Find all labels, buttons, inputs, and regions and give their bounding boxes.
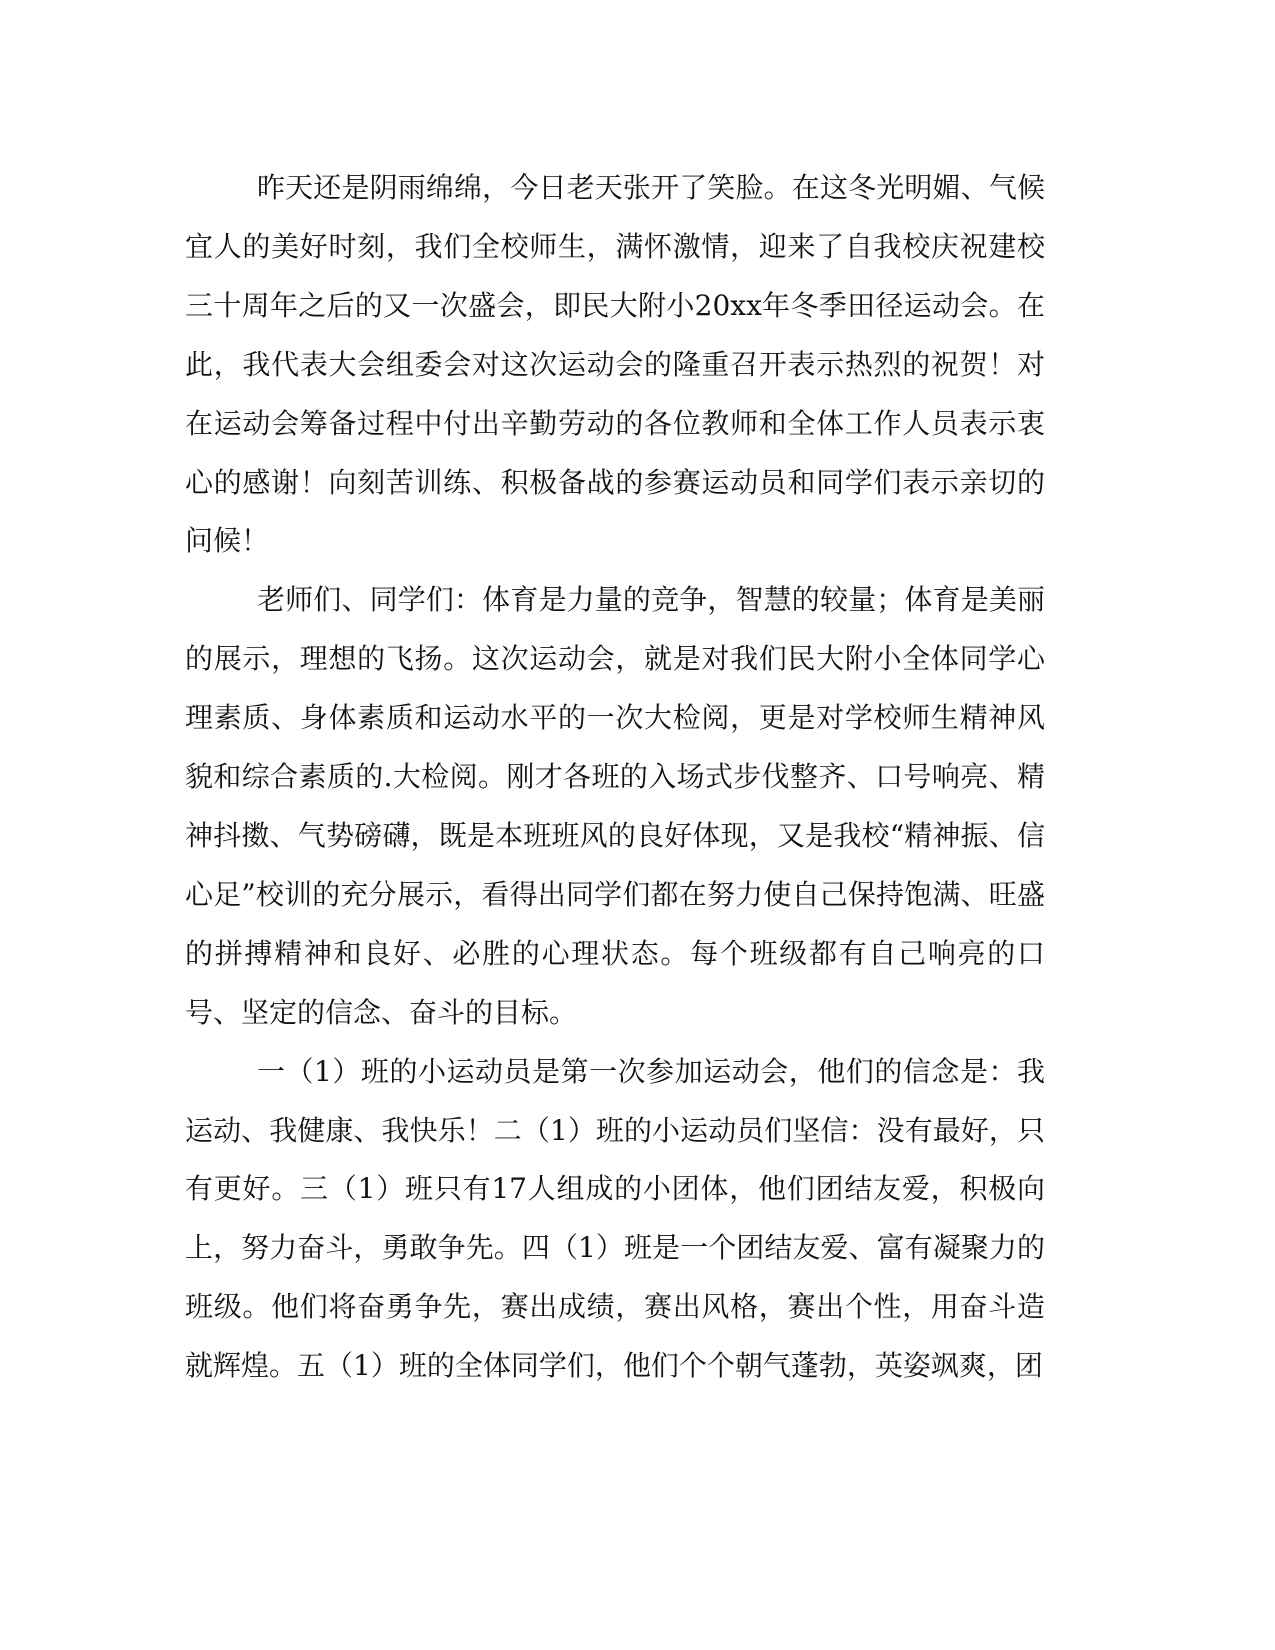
paragraph-opening-greeting: 昨天还是阴雨绵绵，今日老天张开了笑脸。在这冬光明媚、气候宜人的美好时刻，我们全校师生，满怀激情，迎来了自我校庆祝建校三十周年之后的又一次盛会，即民大附小20xx年冬季田径运动会。在此，我代表大会组委会对这次运动会的隆重召开表示热烈的祝贺！对在运动会筹备过程中付出辛勤劳动的各位教师和全体工作人员表示衷心的感谢！向刻苦训练、积极备战的参赛运动员和同学们表示亲切的问候！ bbox=[185, 171, 1045, 558]
paragraph-sports-meaning: 老师们、同学们：体育是力量的竞争，智慧的较量；体育是美丽的展示，理想的飞扬。这次运动会，就是对我们民大附小全体同学心理素质、身体素质和运动水平的一次大检阅，更是对学校师生精神风貌和综合素质的.大检阅。刚才各班的入场式步伐整齐、口号响亮、精神抖擞、气势磅礴，既是本班班风的良好体现，又是我校“精神振、信心足”校训的充分展示，看得出同学们都在努力使自己保持饱满、旺盛的拼搏精神和良好、必胜的心理状态。每个班级都有自己响亮的口号、坚定的信念、奋斗的目标。 bbox=[185, 583, 1045, 1029]
paragraph-class-slogans: 一（1）班的小运动员是第一次参加运动会，他们的信念是：我运动、我健康、我快乐！二（1）班的小运动员们坚信：没有最好，只有更好。三（1）班只有17人组成的小团体，他们团结友爱，积极向上，努力奋斗，勇敢争先。四（1）班是一个团结友爱、富有凝聚力的班级。他们将奋勇争先，赛出成绩，赛出风格，赛出个性，用奋斗造就辉煌。五（1）班的全体同学们，他们个个朝气蓬勃，英姿飒爽，团 bbox=[185, 1054, 1045, 1383]
document-body bbox=[185, 159, 1045, 1396]
